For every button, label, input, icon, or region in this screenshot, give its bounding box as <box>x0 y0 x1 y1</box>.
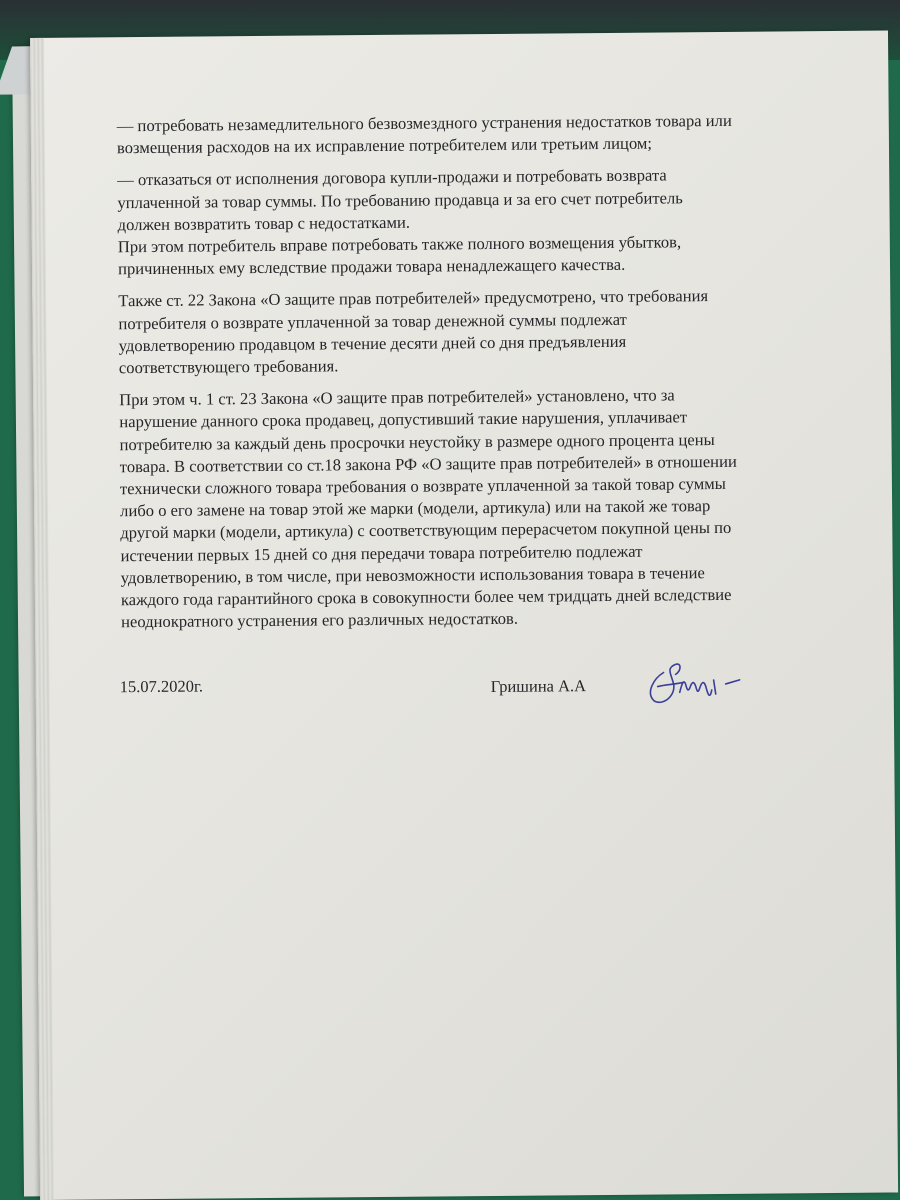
text-line: технически сложного товара требования о возврате уплаченной за такой товар суммы <box>119 473 726 499</box>
text-line: причиненных ему вследствие продажи товара ненадлежащего качества. <box>117 255 626 279</box>
text-line: неоднократного устранения его различных недостатков. <box>121 609 519 632</box>
document-body <box>117 109 802 643</box>
text-line: нарушение данного срока продавец, допустивший такие нарушения, уплачивает <box>119 407 688 432</box>
text-line: потребителю за каждый день просрочки неустойку в размере одного процента цены <box>119 429 715 454</box>
text-line: — отказаться от исполнения договора купли-продажи и потребовать возврата <box>117 165 667 190</box>
text-line: Также ст. 22 Закона «О защите прав потребителей» предусмотрено, что требования <box>118 286 709 311</box>
text-line: каждого года гарантийного срока в совокупности более чем тридцать дней вследствие <box>120 584 732 610</box>
text-line: либо о его замене на товар этой же марки (модели, артикула) или на такой же товар <box>120 496 711 521</box>
text-line: — потребовать незамедлительного безвозмездного устранения недостатков товара или <box>116 110 732 136</box>
paragraph-damages <box>118 230 798 280</box>
text-line: товара. В соответствии со ст.18 закона РФ «О защите прав потребителей» в отношении <box>119 451 737 477</box>
text-line: соответствующего требования. <box>118 356 339 378</box>
paragraph-demand-repair <box>117 109 797 159</box>
text-line: возмещения расходов на их исправление потребителем или третьим лицом; <box>116 133 653 158</box>
handwritten-signature <box>635 644 746 715</box>
text-line: потребителя о возврате уплаченной за товар денежной суммы подлежат <box>118 309 627 333</box>
text-line: удовлетворению, в том числе, при невозможности использования товара в течение <box>120 562 705 588</box>
text-line: другой марки (модели, артикула) с соответствующим перерасчетом покупной цены по <box>120 518 732 543</box>
text-line: При этом потребитель вправе потребовать также полного возмещения убытков, <box>117 232 682 257</box>
text-line: должен возвратить товар с недостатками. <box>117 212 411 235</box>
paragraph-refuse-contract <box>117 164 798 237</box>
document-page <box>30 31 898 1200</box>
signer-name: Гришина А.А <box>490 676 587 697</box>
text-line: При этом ч. 1 ст. 23 Закона «О защите прав потребителей» установлено, что за <box>119 385 675 410</box>
paragraph-article-22 <box>118 285 799 380</box>
text-line: истечении первых 15 дней со дня передачи товара потребителю подлежат <box>120 541 643 565</box>
paragraph-article-23 <box>119 384 801 634</box>
text-line: удовлетворению продавцом в течение десяти дней со дня предъявления <box>118 331 627 356</box>
text-line: уплаченной за товар суммы. По требованию продавца и за его счет потребитель <box>117 187 683 212</box>
document-date: 15.07.2020г. <box>119 676 204 697</box>
